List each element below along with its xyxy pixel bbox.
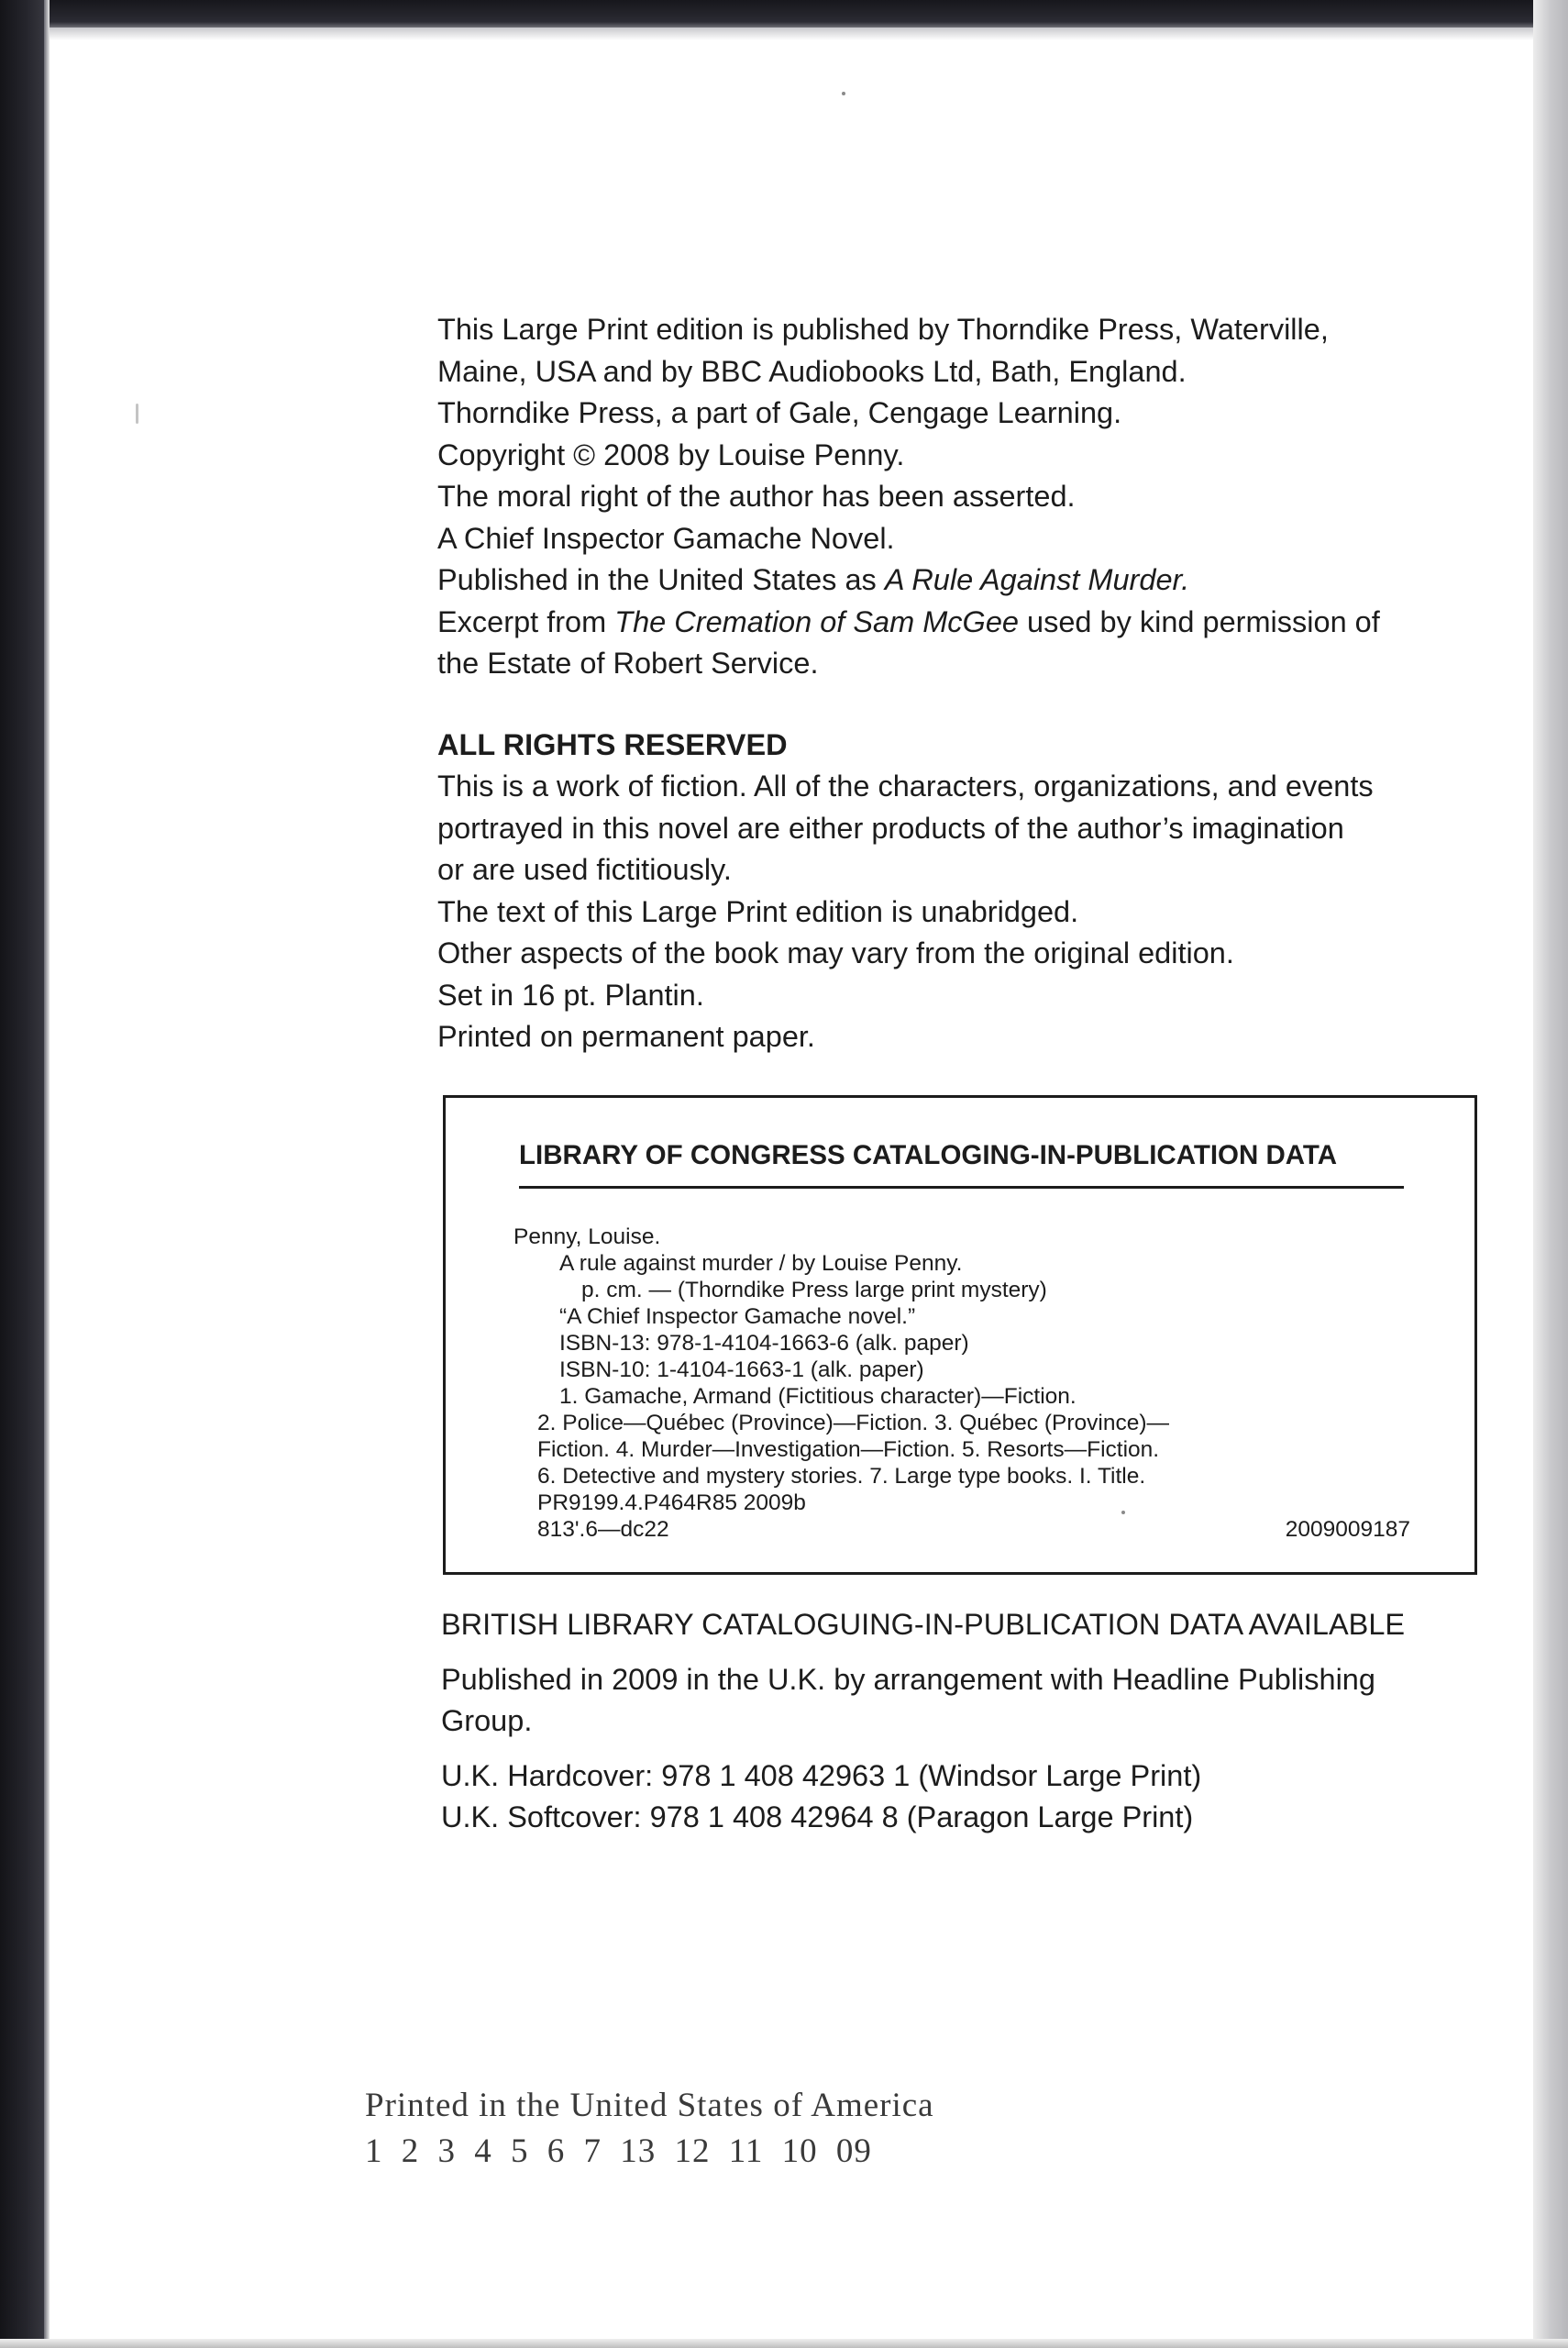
uk-hardcover-isbn: U.K. Hardcover: 978 1 408 42963 1 (Windsor Large Print): [441, 1759, 1202, 1792]
scan-top-shadow: [48, 28, 1533, 40]
cip-line: 813'.6—dc22: [537, 1517, 669, 1542]
excerpt-title: The Cremation of Sam McGee: [614, 604, 1019, 638]
excerpt-suffix: used by kind permission of: [1018, 604, 1380, 638]
cip-line: “A Chief Inspector Gamache novel.”: [559, 1304, 916, 1329]
rights-line: or are used fictitiously.: [437, 853, 732, 886]
cip-line: PR9199.4.P464R85 2009b: [537, 1490, 806, 1515]
notice-line: Maine, USA and by BBC Audiobooks Ltd, Bath, England.: [437, 354, 1187, 388]
uk-published-line: Published in 2009 in the U.K. by arrangement with Headline Publishing: [441, 1663, 1375, 1696]
notice-line: Thorndike Press, a part of Gale, Cengage Learning.: [437, 396, 1122, 429]
cip-title: LIBRARY OF CONGRESS CATALOGING-IN-PUBLICATION DATA: [519, 1140, 1338, 1170]
cip-line: 6. Detective and mystery stories. 7. Large type books. I. Title.: [537, 1464, 1146, 1489]
us-title-prefix: Published in the United States as: [437, 563, 885, 596]
rights-line: portrayed in this novel are either products of the author’s imagination: [437, 811, 1344, 845]
excerpt-prefix: Excerpt from: [437, 604, 615, 638]
uk-softcover-isbn: U.K. Softcover: 978 1 408 42964 8 (Paragon Large Print): [441, 1800, 1194, 1833]
uk-publication-data: [441, 1604, 1496, 1838]
us-title-line: [437, 559, 1492, 602]
notice-line: A Chief Inspector Gamache Novel.: [437, 521, 895, 555]
excerpt-line-2: the Estate of Robert Service.: [437, 647, 819, 680]
page-left-edge: [44, 0, 50, 2348]
cip-entry: [513, 1224, 1430, 1543]
printing-number-line: 1 2 3 4 5 6 7 13 12 11 10 09: [365, 2132, 872, 2170]
book-cover-left-edge: [0, 0, 48, 2348]
copyright-notice: [437, 309, 1492, 1058]
lccn-number: 2009009187: [1285, 1517, 1410, 1542]
printed-in-line: Printed in the United States of America: [365, 2087, 934, 2124]
rights-line: This is a work of fiction. All of the characters, organizations, and events: [437, 770, 1374, 803]
cip-line: ISBN-10: 1-4104-1663-1 (alk. paper): [559, 1357, 924, 1382]
cip-divider: [519, 1186, 1404, 1189]
scan-top-edge: [0, 0, 1568, 31]
page-bottom-edge: [0, 2339, 1568, 2348]
scan-speck: [136, 404, 138, 424]
us-title: A Rule Against Murder.: [884, 563, 1190, 596]
notice-line: Copyright © 2008 by Louise Penny.: [437, 437, 905, 471]
cip-line: ISBN-13: 978-1-4104-1663-6 (alk. paper): [559, 1331, 969, 1356]
rights-line: The text of this Large Print edition is unabridged.: [437, 894, 1079, 928]
notice-line: The moral right of the author has been asserted.: [437, 480, 1076, 513]
uk-published-line: Group.: [441, 1704, 533, 1737]
rights-heading: ALL RIGHTS RESERVED: [437, 727, 788, 761]
cip-line: Penny, Louise.: [513, 1224, 661, 1249]
cip-line: 2. Police—Québec (Province)—Fiction. 3. Québec (Province)—: [537, 1411, 1169, 1435]
scan-speck: [842, 92, 845, 95]
cip-line: Fiction. 4. Murder—Investigation—Fiction. 5. Resorts—Fiction.: [537, 1437, 1160, 1462]
rights-line: Set in 16 pt. Plantin.: [437, 978, 704, 1012]
page-right-edge: [1533, 0, 1568, 2348]
excerpt-line: [437, 602, 1492, 644]
cip-data-box: [443, 1095, 1477, 1575]
cip-line: A rule against murder / by Louise Penny.: [559, 1251, 963, 1276]
cip-line: 1. Gamache, Armand (Fictitious character)—Fiction.: [559, 1384, 1077, 1409]
rights-line: Other aspects of the book may vary from the original edition.: [437, 936, 1234, 969]
british-library-line: BRITISH LIBRARY CATALOGUING-IN-PUBLICATION DATA AVAILABLE: [441, 1608, 1406, 1641]
rights-line: Printed on permanent paper.: [437, 1020, 815, 1053]
printing-info: [365, 2083, 934, 2175]
notice-line: This Large Print edition is published by Thorndike Press, Waterville,: [437, 313, 1329, 346]
cip-line: p. cm. — (Thorndike Press large print mystery): [581, 1278, 1047, 1302]
